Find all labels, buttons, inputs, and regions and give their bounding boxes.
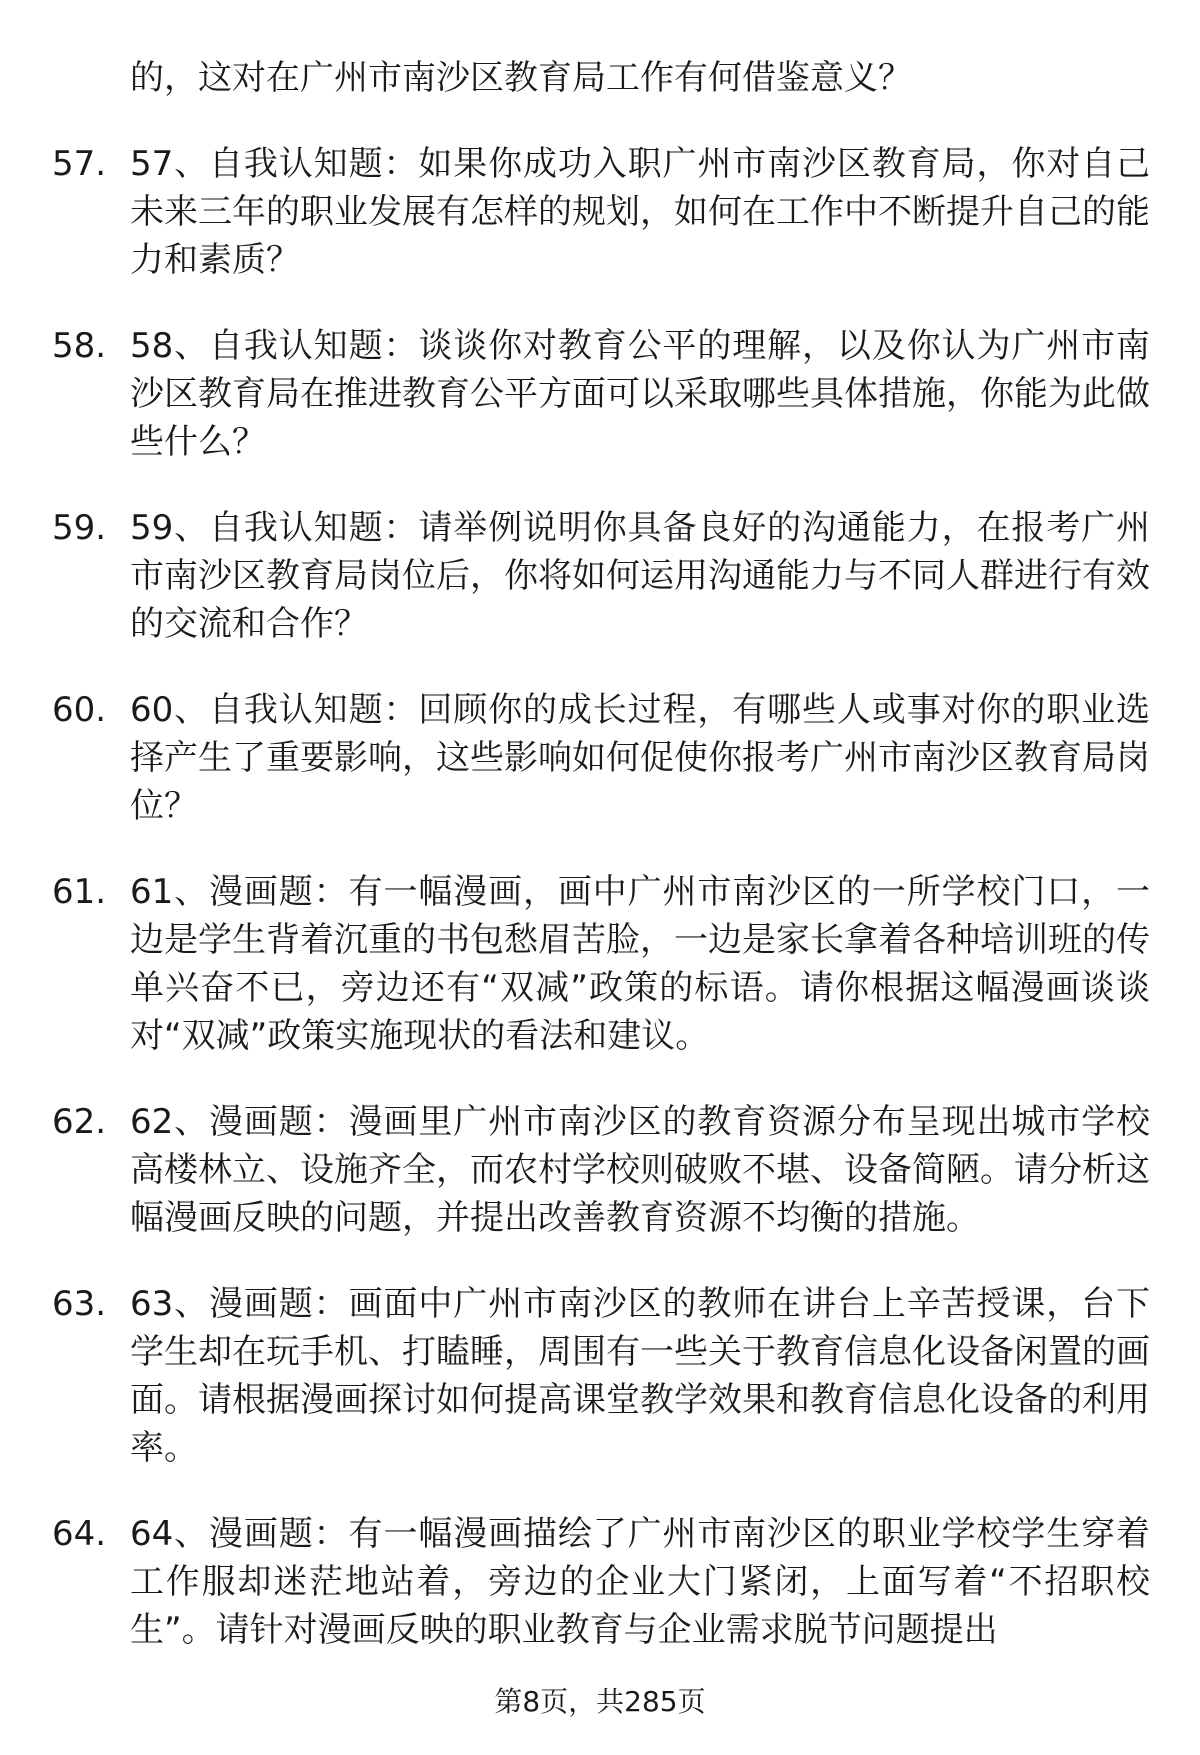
item-text: 63、漫画题：画面中广州市南沙区的教师在讲台上辛苦授课，台下学生却在玩手机、打瞌睡，周围有一些关于教育信息化设备闲置的画面。请根据漫画探讨如何提高课堂教学效果和教育信息化设备的利用率。: [130, 1284, 1150, 1468]
item-text: 61、漫画题：有一幅漫画，画中广州市南沙区的一所学校门口，一边是学生背着沉重的书包愁眉苦脸，一边是家长拿着各种培训班的传单兴奋不已，旁边还有“双减”政策的标语。请你根据这幅漫画谈谈对“双减”政策实施现状的看法和建议。: [130, 872, 1150, 1056]
list-item: [52, 1098, 1152, 1242]
item-text: 58、自我认知题：谈谈你对教育公平的理解，以及你认为广州市南沙区教育局在推进教育公平方面可以采取哪些具体措施，你能为此做些什么？: [130, 326, 1150, 462]
item-number: 59.: [52, 508, 107, 548]
item-number: 64.: [52, 1514, 107, 1554]
list-item: [52, 504, 1152, 648]
item-number: 57.: [52, 144, 107, 184]
item-text: 62、漫画题：漫画里广州市南沙区的教育资源分布呈现出城市学校高楼林立、设施齐全，而农村学校则破败不堪、设备简陋。请分析这幅漫画反映的问题，并提出改善教育资源不均衡的措施。: [130, 1102, 1150, 1238]
item-number: 62.: [52, 1102, 107, 1142]
item-number: 63.: [52, 1284, 107, 1324]
item-text: 64、漫画题：有一幅漫画描绘了广州市南沙区的职业学校学生穿着工作服却迷茫地站着，旁边的企业大门紧闭，上面写着“不招职校生”。请针对漫画反映的职业教育与企业需求脱节问题提出: [130, 1514, 1150, 1650]
list-item: [52, 868, 1152, 1060]
page-footer: 第8页，共285页: [494, 1685, 706, 1718]
item-text: 57、自我认知题：如果你成功入职广州市南沙区教育局，你对自己未来三年的职业发展有怎样的规划，如何在工作中不断提升自己的能力和素质？: [130, 144, 1150, 280]
item-text: 59、自我认知题：请举例说明你具备良好的沟通能力，在报考广州市南沙区教育局岗位后，你将如何运用沟通能力与不同人群进行有效的交流和合作？: [130, 508, 1150, 644]
item-number: 60.: [52, 690, 107, 730]
item-number: 58.: [52, 326, 107, 366]
continuation-text: 的，这对在广州市南沙区教育局工作有何借鉴意义？: [130, 58, 912, 98]
list-item: [52, 1510, 1152, 1654]
list-item: [52, 140, 1152, 284]
question-list: [52, 54, 1152, 1692]
list-item: [52, 322, 1152, 466]
item-text: 60、自我认知题：回顾你的成长过程，有哪些人或事对你的职业选择产生了重要影响，这些影响如何促使你报考广州市南沙区教育局岗位？: [130, 690, 1150, 826]
item-number: 61.: [52, 872, 107, 912]
list-item: [52, 1280, 1152, 1472]
list-item: [52, 686, 1152, 830]
